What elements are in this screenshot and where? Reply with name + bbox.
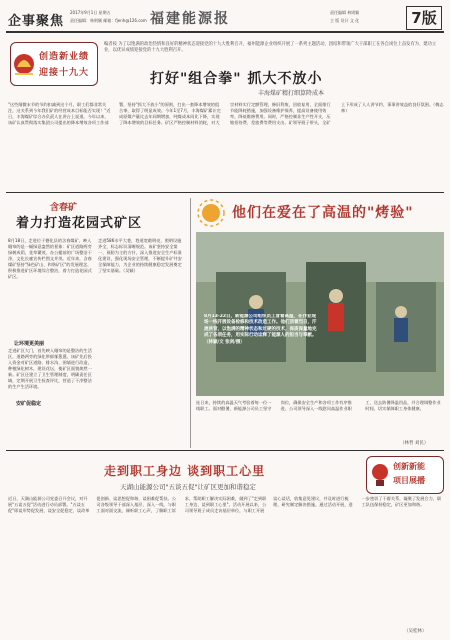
story2-sub1: 让环境更美丽 [14, 341, 45, 347]
project-logo-line-2: 项目展播 [393, 476, 425, 485]
side-line-1: 责任编辑 林则颖 [330, 10, 360, 15]
story1-body: "这些细微末节的节约扣减到这个月，职工们都非常关注，这关系到今年我们矿的经营成本目标能否实现！"近日，丰海煤矿综合办负责人在讲台上说道。今年以来，该矿认真贯彻落实集团公司提出的降本增效各项工作部署，坚持"抓大不放小"的原则，打出一套降本增效的组合拳，取得了明显成效。今年1至7月，丰海煤矿累计完成原煤产量比去年同期增加，吨煤成本同比下降，实现了降本增效的目标任务。矿区严格控制材料消耗，对大宗材料实行定额管理，修旧利废，回收复用，全面推行节能降耗措施，加强设备维护保养，提高设备使用效率，降低维修费用。同时，严格控制非生产性开支，压缩招待费、差旅费等费用支出。矿领导班子带头，全矿上下形成了人人讲节约、事事讲效益的良好氛围。（梅志林） [8, 102, 444, 125]
news-photo [196, 232, 444, 396]
story4-byline: （吴桂林） [404, 629, 427, 634]
story4-subhead: 天湖山能源公司"五谈五促"让矿区更加和谐稳定 [120, 483, 256, 491]
story1-headline: 打好"组合拳" 抓大不放小 [150, 71, 323, 87]
story2-kicker: 含春矿 [50, 203, 78, 213]
project-logo [366, 456, 444, 494]
story4-body: 近日，天湖山能源公司党委召开会议，对开展"五谈五促"活动进行动员部署。"五谈五促"即谈形势促发展、谈安全促稳定、谈改革促创新、谈思想促和谐、谈困难促帮扶。公司各级领导干部深入基层、深入一线，与职工面对面交流，倾听职工心声，了解职工诉求，帮助职工解决实际困难，做到了"走到职工身边、谈到职工心里"。活动开展以来，公司领导班子成员走访基层单位，与职工开展谈心谈话，收集意见建议，并及时进行梳理，研究制定解决措施。通过活动开展，进一步密切了干群关系，凝聚了发展合力，职工队伍保持稳定，矿区更加和谐。 [8, 496, 442, 513]
story3-headline: 他们在爱在了高温的"烤验" [232, 205, 414, 221]
photo-caption: 8月13-22日，新能源公司组织员工冒着高温，在作业现场一线开展设备检修和技术改造工作。他们顶着烈日，汗流浃背，以饱满的精神状态和过硬的技术，保质保量地完成了各项任务，用实际行动诠释了能源人的担当与奉献。（林颖/文 张剑/摄） [204, 314, 317, 345]
story2-sub2: 安矿促稳定 [16, 401, 42, 407]
story2-body3-a [8, 408, 94, 446]
story1-subhead: 丰海煤矿精打细算降成本 [258, 90, 325, 97]
story2-headline-box [16, 212, 186, 230]
editor-line: 责任编辑：林则颖 邮箱：fjenh@126.com [70, 18, 147, 23]
side-line-2: 主 版 设计 文 化 [330, 18, 360, 23]
column-separator [190, 198, 191, 448]
campaign-logo [10, 42, 98, 86]
project-logo-line-1: 创新新能 [393, 462, 425, 471]
story3-body: 连日来，持续的高温天气考验着每一位一线职工。面对酷暑，新能源公司员工坚守岗位，确保安全生产和各项工作有序推进。公司领导深入一线慰问高温作业职工，送去防暑降温用品，并合理调整作业时间，切实保障职工身体健康。 [196, 400, 441, 411]
sun-icon [196, 198, 226, 228]
lightbulb-icon [369, 461, 391, 489]
story2-body2: 走进矿区大门，首先映入眼帘的是整洁的生活区，道路两旁的绿化带郁郁葱葱。该矿先后投入资金对矿区道路、排水沟、围墙进行改造，种植绿化树木，建设花坛，使矿区面貌焕然一新。矿区还建立了卫生管理制度，明确责任区域，定期开展卫生检查评比，营造了干净整洁的生产生活环境。 [8, 348, 92, 389]
story2-body3: 走进586水平大巷，巷道宽敞明亮，照明设施齐全，标志标识清晰规范。该矿坚持安全第一、预防为主的方针，深入推进安全生产标准化建设，强化现场安全管理，不断提升矿井安全保障能力，为企业的持续健康稳定发展奠定了坚实基础。（吴颖） [98, 238, 182, 273]
editor-note: 编者按 为了以饱满的政治热情和良好的精神状态迎接党的十九大胜利召开，福州能源企业组织开展了一系列主题活动，团结和带领广大干部职工在各自岗位上奋发有为、建功立业，以优异成绩迎接党的十九大胜利召开。 [104, 42, 437, 54]
date-line: 2017年9月1日 星期五 [70, 10, 111, 15]
story3-headline-box [196, 198, 444, 228]
story3-byline: （林哲 刘民） [400, 441, 429, 446]
logo-line-1: 创造新业绩 [39, 52, 90, 62]
logo-line-2: 迎接十九大 [39, 68, 90, 78]
divider-2 [6, 450, 444, 451]
column-title: 企事聚焦 [8, 14, 65, 29]
paper-name: 福建能源报 [150, 11, 230, 27]
story4-headline: 走到职工身边 谈到职工心里 [104, 464, 266, 478]
divider-1 [6, 192, 444, 193]
story2-body: 8月18日，走进位于德化县的含春煤矿，映入眼帘的是一幅绿意盎然的景象：矿区道路两旁绿树成荫，花草繁茂，办公楼前的广场整洁干净，文化长廊宣传栏图文并茂。近年来，含春煤矿坚持"绿色矿山、和谐矿区"的发展理念，积极推进矿区环境综合整治，着力打造花园式矿区。 [8, 238, 92, 279]
page-number: 7版 [406, 6, 442, 30]
masthead-rule [6, 31, 444, 33]
story2-headline: 着力打造花园式矿区 [16, 216, 143, 231]
